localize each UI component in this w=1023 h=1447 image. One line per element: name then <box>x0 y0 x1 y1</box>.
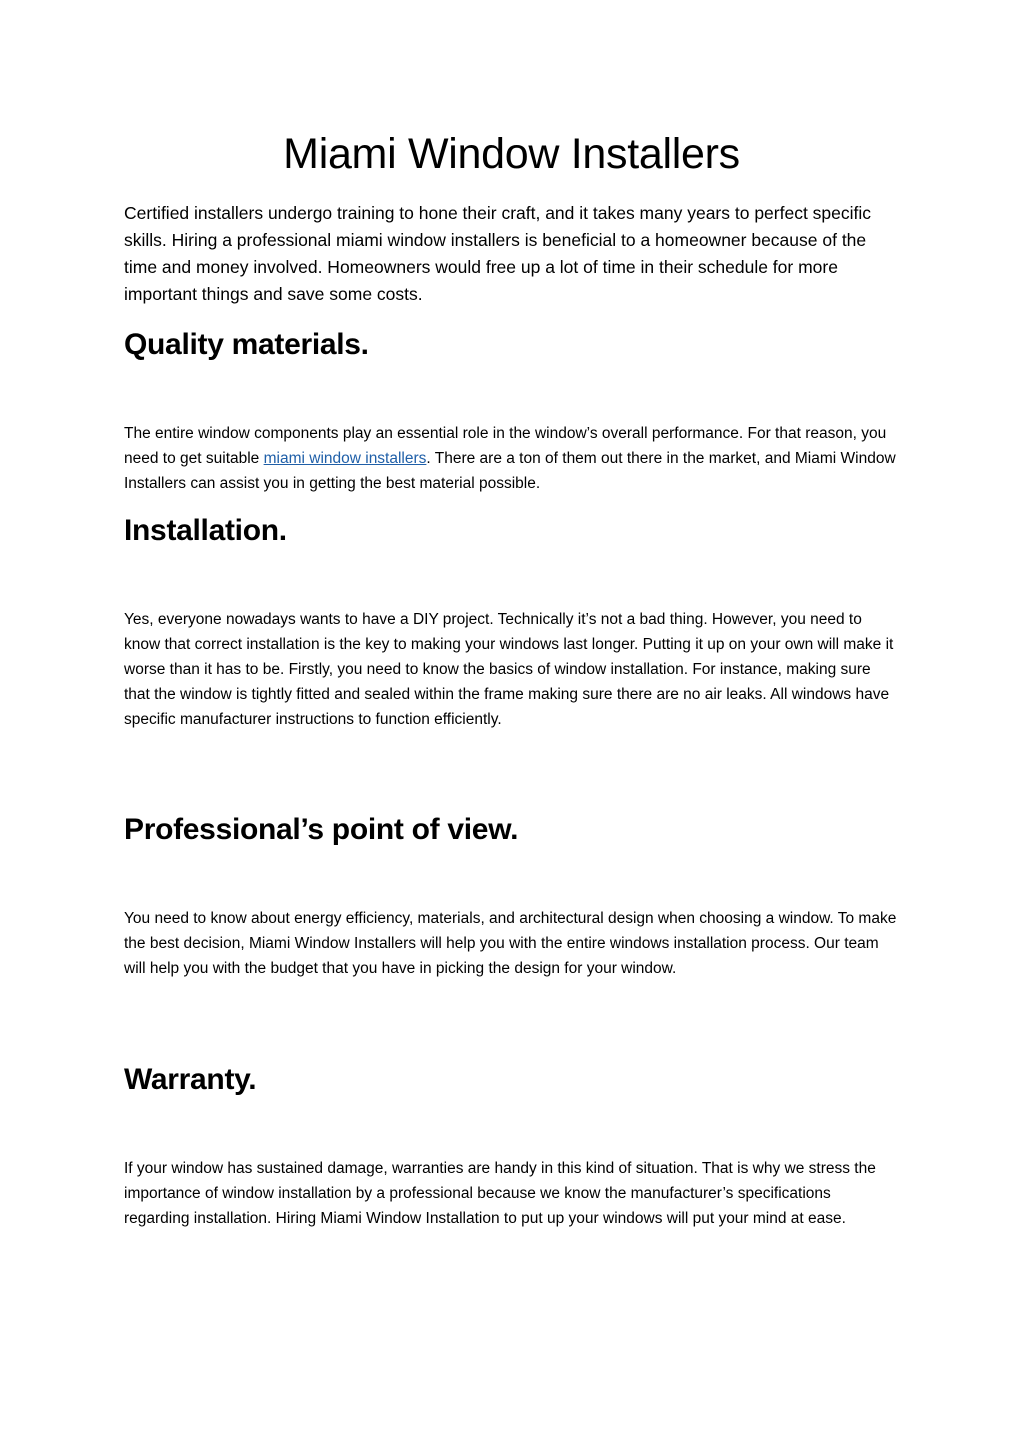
warranty-paragraph: If your window has sustained damage, warranties are handy in this kind of situation. That is why we stress the importance of window installation by a professional because we know the manufacturer’s specifications regarding installation. Hiring Miami Window Installation to put up your windows will put your mind at ease. <box>124 1160 876 1227</box>
heading-quality-materials: Quality materials. <box>124 328 369 361</box>
page-title: Miami Window Installers <box>283 130 740 178</box>
quality-materials-text-start: The entire window components play an essential role in the window’s overall performance. For that reason, you need to get suitable <box>124 425 887 467</box>
heading-warranty: Warranty. <box>124 1063 257 1096</box>
heading-professionals-point-of-view: Professional’s point of view. <box>124 813 519 846</box>
heading-installation: Installation. <box>124 514 287 547</box>
quality-materials-paragraph <box>124 421 899 496</box>
installation-paragraph: Yes, everyone nowadays wants to have a DIY project. Technically it’s not a bad thing. However, you need to know that correct installation is the key to making your windows last longer. Putting it up on your own will make it worse than it has to be. Firstly, you need to know the basics of window installation. For instance, making sure that the window is tightly fitted and sealed within the frame making sure there are no air leaks. All windows have specific manufacturer instructions to function efficiently. <box>124 611 894 728</box>
miami-window-installers-link[interactable]: miami window installers <box>263 450 427 467</box>
intro-paragraph: Certified installers undergo training to hone their craft, and it takes many years to perfect specific skills. Hiring a professional miami window installers is beneficial to a homeowner because of the time and money involved. Homeowners would free up a lot of time in their schedule for more important things and save some costs. <box>124 203 872 304</box>
quality-materials-text-end: . There are a ton of them out there in the market, and Miami Window Installers can assist you in getting the best material possible. <box>124 450 896 492</box>
professionals-point-of-view-paragraph: You need to know about energy efficiency, materials, and architectural design when choosing a window. To make the best decision, Miami Window Installers will help you with the entire windows installation process. Our team will help you with the budget that you have in picking the design for your window. <box>124 910 897 977</box>
